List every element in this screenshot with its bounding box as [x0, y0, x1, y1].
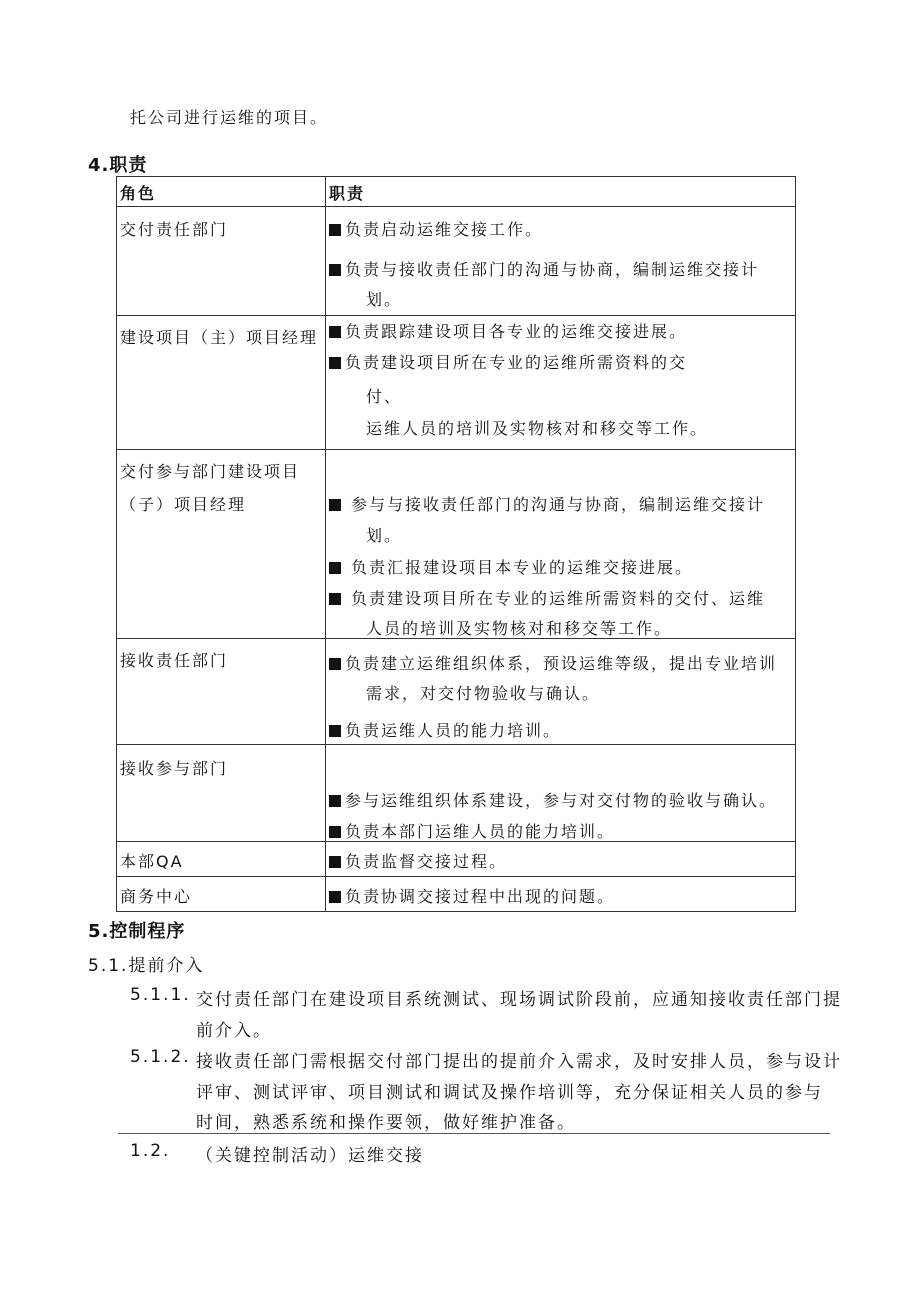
role-text: 建设项目（主）项目经理: [120, 328, 319, 347]
item-number: 5.1.2.: [130, 1047, 191, 1067]
bullet-icon: [329, 264, 341, 276]
role-text: 商务中心: [120, 887, 193, 906]
item-line: 评审、测试评审、项目测试和调试及操作培训等，充分保证相关人员的参与: [196, 1083, 823, 1103]
role-text: （子）项目经理: [120, 495, 247, 514]
section-4-heading: [88, 151, 147, 177]
role-cell: [117, 877, 326, 912]
section-title: 控制程序: [109, 921, 186, 942]
bullet-icon: [329, 856, 341, 868]
next-subsection-title: （关键控制活动）运维交接: [196, 1146, 424, 1166]
duty-cell: [326, 842, 796, 877]
duty-line: 负责建设项目所在专业的运维所需资料的交: [329, 350, 687, 373]
bullet-icon: [329, 826, 341, 838]
bullet-icon: [329, 593, 341, 605]
role-cell: [117, 842, 326, 877]
role-text: 接收责任部门: [120, 651, 229, 670]
table-row: [117, 207, 796, 316]
section-5-heading: [88, 917, 185, 943]
table-row: [117, 316, 796, 450]
duty-line: 负责运维人员的能力培训。: [329, 718, 561, 741]
role-text: 接收参与部门: [120, 759, 229, 778]
section-number: 4.: [88, 155, 110, 176]
next-subsection-number: 1.2.: [130, 1141, 171, 1161]
duty-line: 负责与接收责任部门的沟通与协商，编制运维交接计: [329, 257, 759, 280]
subsection-title: 提前介入: [128, 956, 205, 976]
duty-line: 负责建设项目所在专业的运维所需资料的交付、运维: [329, 586, 765, 609]
item-line: 时间，熟悉系统和操作要领，做好维护准备。: [196, 1113, 576, 1133]
bullet-icon: [329, 499, 341, 511]
duty-line-continued: 运维人员的培训及实物核对和移交等工作。: [366, 419, 709, 438]
bullet-icon: [329, 658, 341, 670]
duty-line-continued: 需求，对交付物验收与确认。: [366, 684, 601, 703]
table-header-row: [117, 177, 796, 207]
duty-line: 负责协调交接过程中出现的问题。: [329, 884, 615, 907]
bullet-icon: [329, 326, 341, 338]
intro-line: 托公司进行运维的项目。: [130, 108, 329, 127]
table-row: [117, 450, 796, 639]
duties-table: [116, 176, 796, 912]
duty-line-continued: 付、: [366, 387, 403, 406]
table-row: [117, 745, 796, 842]
duty-line: 参与与接收责任部门的沟通与协商，编制运维交接计: [329, 492, 765, 515]
duty-cell: [326, 207, 796, 316]
duty-cell: [326, 450, 796, 639]
item-line: 交付责任部门在建设项目系统测试、现场调试阶段前，应通知接收责任部门提: [196, 990, 842, 1010]
item-line: 接收责任部门需根据交付部门提出的提前介入需求，及时安排人员，参与设计: [196, 1052, 842, 1072]
bullet-icon: [329, 224, 341, 236]
subsection-heading: [88, 951, 204, 976]
duty-cell: [326, 745, 796, 842]
duty-cell: [326, 877, 796, 912]
divider: [118, 1133, 830, 1134]
duty-line: 负责建立运维组织体系，预设运维等级，提出专业培训: [329, 651, 777, 674]
duty-line: 负责跟踪建设项目各专业的运维交接进展。: [329, 319, 687, 342]
header-cell-role: 角色: [117, 177, 326, 207]
duty-line-continued: 人员的培训及实物核对和移交等工作。: [366, 619, 673, 638]
duty-line: 负责汇报建设项目本专业的运维交接进展。: [329, 555, 693, 578]
table-row: [117, 842, 796, 877]
subsection-number: 5.1.: [88, 956, 129, 976]
role-text: 交付参与部门建设项目: [120, 462, 301, 481]
bullet-icon: [329, 891, 341, 903]
duty-line: 参与运维组织体系建设，参与对交付物的验收与确认。: [329, 788, 777, 811]
bullet-icon: [329, 725, 341, 737]
section-title: 职责: [109, 155, 148, 176]
duty-line: 负责监督交接过程。: [329, 849, 507, 872]
duty-line-continued: 划。: [366, 290, 403, 309]
bullet-icon: [329, 562, 341, 574]
item-number: 5.1.1.: [130, 985, 191, 1005]
table-row: [117, 877, 796, 912]
role-cell: [117, 639, 326, 745]
role-cell: [117, 316, 326, 450]
duty-line: 负责本部门运维人员的能力培训。: [329, 819, 615, 842]
duty-line: 负责启动运维交接工作。: [329, 217, 543, 240]
section-number: 5.: [88, 921, 110, 942]
role-text: 本部QA: [120, 852, 184, 871]
role-text: 交付责任部门: [120, 220, 229, 239]
duty-line-continued: 划。: [366, 526, 403, 545]
role-cell: [117, 745, 326, 842]
role-cell: [117, 207, 326, 316]
bullet-icon: [329, 357, 341, 369]
table-row: [117, 639, 796, 745]
bullet-icon: [329, 795, 341, 807]
duty-cell: [326, 639, 796, 745]
header-cell-duty: 职责: [326, 177, 796, 207]
role-cell: [117, 450, 326, 639]
item-line: 前介入。: [196, 1021, 272, 1041]
duty-cell: [326, 316, 796, 450]
